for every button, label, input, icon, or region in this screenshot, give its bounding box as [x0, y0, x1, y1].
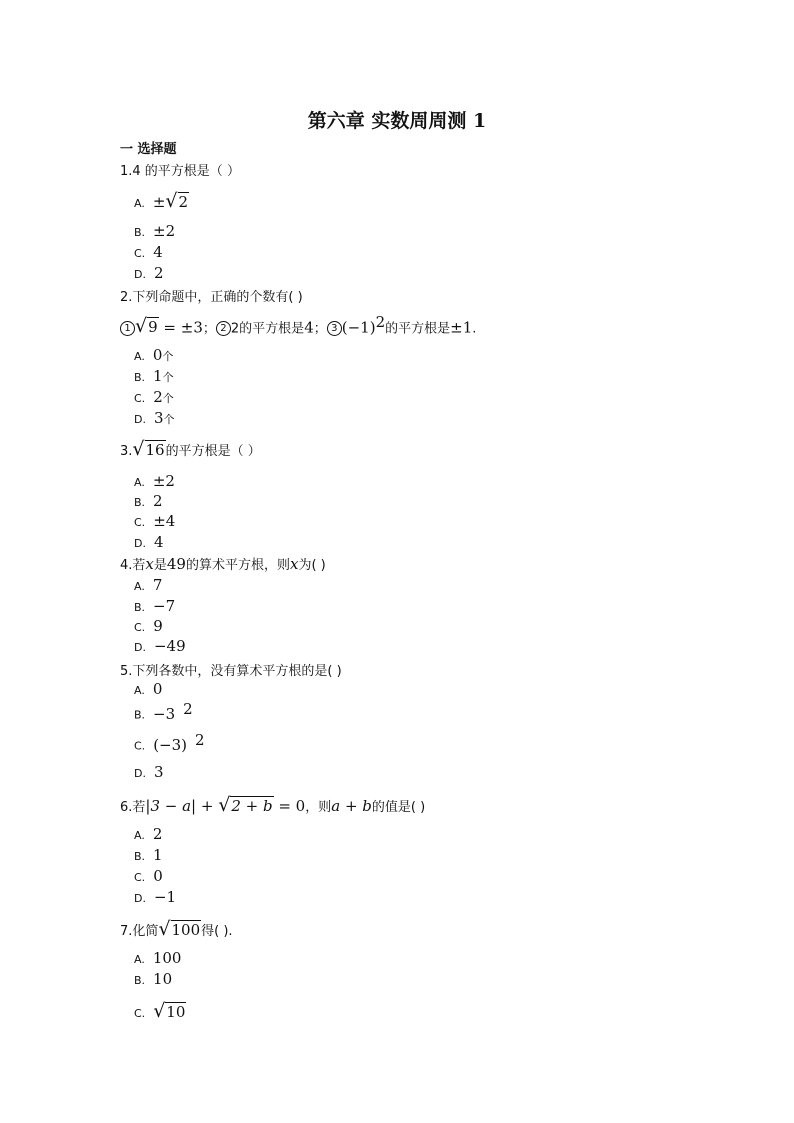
question-4-stem: 4.若x是49的算术平方根，则x为( ) — [120, 555, 326, 573]
question-7-stem: 7.化简√100得( ). — [120, 918, 233, 940]
q5-option-b: B. −3 $^2$ — [134, 700, 193, 723]
question-2-statements: 1 √9 = ±3； 2 2的平方根是4； 3 $(-1)^2$的平方根是±1. — [120, 313, 476, 337]
section-heading: 一 选择题 — [120, 142, 177, 157]
page-title: 第六章 实数周周测 1 — [307, 110, 487, 132]
q2-option-b: B. 1个 — [134, 367, 174, 385]
q4-option-d: D. −49 — [134, 637, 186, 655]
question-3-stem: 3.√16的平方根是（ ） — [120, 438, 261, 460]
question-2-stem: 2.下列命题中，正确的个数有( ) — [120, 290, 303, 305]
q1-option-a: A. ±√2 — [134, 190, 189, 212]
q1-option-c: C. 4 — [134, 243, 163, 261]
q6-option-d: D. −1 — [134, 888, 177, 906]
q4-option-a: A. 7 — [134, 576, 163, 594]
circled-number-3: 3 — [327, 321, 342, 336]
q5-option-d: D. 3 — [134, 763, 164, 781]
q7-option-a: A. 100 — [134, 949, 182, 967]
q1-option-d: D. 2 — [134, 264, 164, 282]
q6-option-c: C. 0 — [134, 867, 163, 885]
q5-option-c: C. (−3) $^2$ — [134, 731, 205, 754]
q7-option-c: C. √10 — [134, 1000, 186, 1022]
sqrt-expression: √2 — [165, 190, 189, 212]
circled-number-2: 2 — [216, 321, 231, 336]
circled-number-1: 1 — [120, 321, 135, 336]
q4-option-b: B. −7 — [134, 597, 176, 615]
q7-option-b: B. 10 — [134, 970, 173, 988]
q6-option-a: A. 2 — [134, 825, 163, 843]
q3-option-c: C. ±4 — [134, 512, 176, 530]
q2-option-c: C. 2个 — [134, 388, 174, 406]
q1-option-b: B. ±2 — [134, 222, 176, 240]
q3-option-d: D. 4 — [134, 533, 164, 551]
q2-option-a: A. 0个 — [134, 346, 174, 364]
q3-option-a: A. ±2 — [134, 472, 175, 490]
q3-option-b: B. 2 — [134, 492, 163, 510]
q6-option-b: B. 1 — [134, 846, 163, 864]
question-5-stem: 5.下列各数中，没有算术平方根的是( ) — [120, 664, 342, 679]
question-6-stem: 6.若|3 − a| + √2 + b = 0，则a + b的值是( ) — [120, 794, 426, 816]
q2-option-d: D. 3个 — [134, 409, 175, 427]
q5-option-a: A. 0 — [134, 680, 163, 698]
question-1-stem: 1.4 的平方根是（ ） — [120, 164, 240, 179]
q4-option-c: C. 9 — [134, 617, 163, 635]
